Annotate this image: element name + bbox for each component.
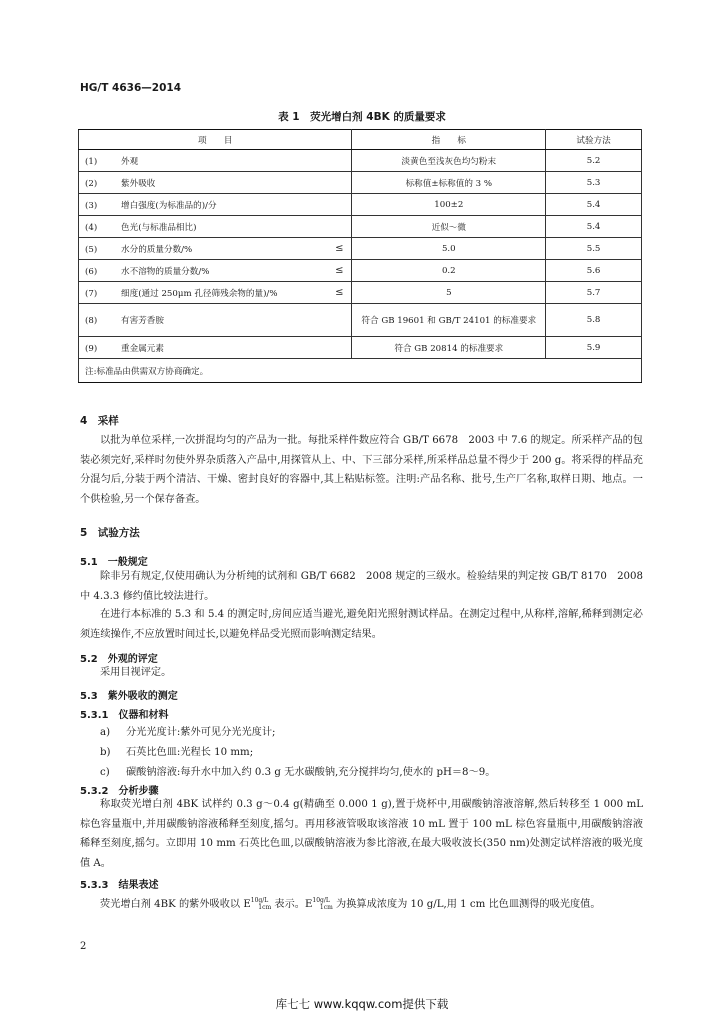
list-item-text: 分光光度计:紫外可见分光光度计; <box>126 727 276 738</box>
section-5-3-3-text <box>80 891 643 918</box>
page-number: 2 <box>80 941 87 952</box>
row-method: 5.4 <box>546 216 642 238</box>
section-5-3-title: 5.3 紫外吸收的测定 <box>80 691 178 702</box>
standard-code: HG/T 4636—2014 <box>80 82 182 94</box>
row-item: 外观 <box>121 156 139 167</box>
row-number: (4) <box>85 222 98 233</box>
row-item: 有害芳香胺 <box>121 316 164 326</box>
result-text-part-2: 表示。E <box>271 899 313 910</box>
row-symbol: ≤ <box>335 286 344 298</box>
row-method: 5.5 <box>546 238 642 260</box>
result-text-part-1: 荧光增白剂 4BK 的紫外吸收以 E <box>100 899 251 910</box>
formula-subscript: 1cm <box>319 904 333 911</box>
table-note-row <box>79 359 642 383</box>
table-row <box>79 304 642 337</box>
section-4-text: 以批为单位采样,一次拼混均匀的产品为一批。每批采样件数应符合 GB/T 6678 2003 中 7.6 的规定。所采样产品的包装必须完好,采样时勿使外界杂质落入产品中,用探管从上、中、下三部分采样,所采样品总量不得少于 200 g。将采得的样品充分混匀后,分装于两个清洁、干燥、密封良好的容器中,其上粘贴标签。注明:产品名称、批号,生产厂名称,取样日期、地点。一个供检验,另一个保存备查。 <box>80 435 643 505</box>
row-number: (2) <box>85 178 98 189</box>
table-note: 注:标准品由供需双方协商确定。 <box>79 359 642 383</box>
row-number: (6) <box>85 266 98 277</box>
list-item-label: b) <box>100 747 111 758</box>
header-requirement: 指 标 <box>352 130 546 150</box>
row-requirement: 淡黄色至浅灰色均匀粉末 <box>352 150 546 172</box>
section-5-1-para-2: 在进行本标准的 5.3 和 5.4 的测定时,房间应适当避光,避免阳光照射测试样品。在测定过程中,从称样,溶解,稀释到测定必须连续操作,不应放置时间过长,以避免样品受光照而影响测定结果。 <box>80 609 643 640</box>
section-5-1-para-1: 除非另有规定,仅使用确认为分析纯的试剂和 GB/T 6682 2008 规定的三级水。检验结果的判定按 GB/T 8170 2008 中 4.3.3 修约值比较法进行。 <box>80 571 643 602</box>
list-item <box>80 723 276 738</box>
table-row <box>79 150 642 172</box>
list-item <box>80 743 253 758</box>
table-row <box>79 172 642 194</box>
section-5-3-2-text: 称取荧光增白剂 4BK 试样约 0.3 g～0.4 g(精确至 0.000 1 g),置于烧杯中,用碳酸钠溶液溶解,然后转移至 1 000 mL 棕色容量瓶中,并用碳酸钠溶液稀释至刻度,摇匀。再用移液管吸取该溶液 10 mL 置于 100 mL 棕色容量瓶中,用碳酸钠溶液稀释至刻度,摇匀。立即用 10 mm 石英比色皿,以碳酸钠溶液为参比溶液,在最大吸收波长(350 nm)处测定试样溶液的吸光度值 A。 <box>80 799 643 869</box>
row-symbol: ≤ <box>335 264 344 276</box>
header-method: 试验方法 <box>546 130 642 150</box>
row-item: 重金属元素 <box>121 343 164 354</box>
table-title: 表 1 荧光增白剂 4BK 的质量要求 <box>278 111 446 123</box>
section-5-3-1-title: 5.3.1 仪器和材料 <box>80 710 169 721</box>
table-row <box>79 282 642 304</box>
row-requirement: 5 <box>352 282 546 304</box>
row-number: (8) <box>85 316 98 326</box>
list-item <box>80 763 495 778</box>
row-symbol: ≤ <box>335 242 344 254</box>
formula-superscript: 10g/L <box>312 897 330 904</box>
table-row <box>79 238 642 260</box>
row-requirement: 符合 GB 20814 的标准要求 <box>352 337 546 359</box>
row-method: 5.6 <box>546 260 642 282</box>
list-item-label: a) <box>100 727 111 738</box>
row-item: 增白强度(为标准品的)/分 <box>121 200 217 211</box>
row-method: 5.8 <box>546 304 642 337</box>
row-item: 水分的质量分数/% <box>121 244 193 255</box>
formula-superscript: 10g/L <box>250 897 269 904</box>
section-4-title: 4 采样 <box>80 415 119 427</box>
section-5-2-text: 采用目视评定。 <box>100 667 172 678</box>
footer-watermark: 库七七 www.kqqw.com提供下载 <box>275 997 449 1011</box>
quality-requirements-table <box>78 129 642 383</box>
table-row <box>79 216 642 238</box>
row-item: 细度(通过 250μm 孔径筛残余物的量)/% <box>121 288 278 299</box>
section-5-2-title: 5.2 外观的评定 <box>80 654 158 665</box>
section-5-title: 5 试验方法 <box>80 527 140 539</box>
row-number: (3) <box>85 200 98 211</box>
row-requirement: 近似～微 <box>352 216 546 238</box>
table-row <box>79 337 642 359</box>
row-requirement: 符合 GB 19601 和 GB/T 24101 的标准要求 <box>352 304 546 337</box>
row-requirement: 5.0 <box>352 238 546 260</box>
section-5-3-3-title: 5.3.3 结果表述 <box>80 880 159 891</box>
row-item: 水不溶物的质量分数/% <box>121 266 210 277</box>
table-header-row <box>79 130 642 150</box>
row-number: (5) <box>85 244 98 255</box>
row-requirement: 标称值±标称值的 3 % <box>352 172 546 194</box>
row-requirement: 100±2 <box>352 194 546 216</box>
section-5-3-2-title: 5.3.2 分析步骤 <box>80 786 159 797</box>
row-item: 紫外吸收 <box>121 178 156 189</box>
row-method: 5.9 <box>546 337 642 359</box>
row-number: (1) <box>85 156 98 167</box>
header-item: 项 目 <box>79 130 352 150</box>
row-method: 5.2 <box>546 150 642 172</box>
row-number: (9) <box>85 343 98 354</box>
section-5-1-title: 5.1 一般规定 <box>80 557 148 568</box>
result-text-part-3: 为换算成浓度为 10 g/L,用 1 cm 比色皿测得的吸光度值。 <box>332 899 601 910</box>
formula-subscript: 1cm <box>258 904 272 911</box>
row-method: 5.4 <box>546 194 642 216</box>
row-item: 色光(与标准品相比) <box>121 222 197 233</box>
list-item-text: 石英比色皿:光程长 10 mm; <box>126 747 254 758</box>
row-method: 5.7 <box>546 282 642 304</box>
list-item-text: 碳酸钠溶液:每升水中加入约 0.3 g 无水碳酸钠,充分搅拌均匀,使水的 pH＝8～9。 <box>126 767 496 778</box>
row-number: (7) <box>85 288 98 299</box>
row-requirement: 0.2 <box>352 260 546 282</box>
row-method: 5.3 <box>546 172 642 194</box>
table-row <box>79 194 642 216</box>
list-item-label: c) <box>100 767 110 778</box>
table-row <box>79 260 642 282</box>
